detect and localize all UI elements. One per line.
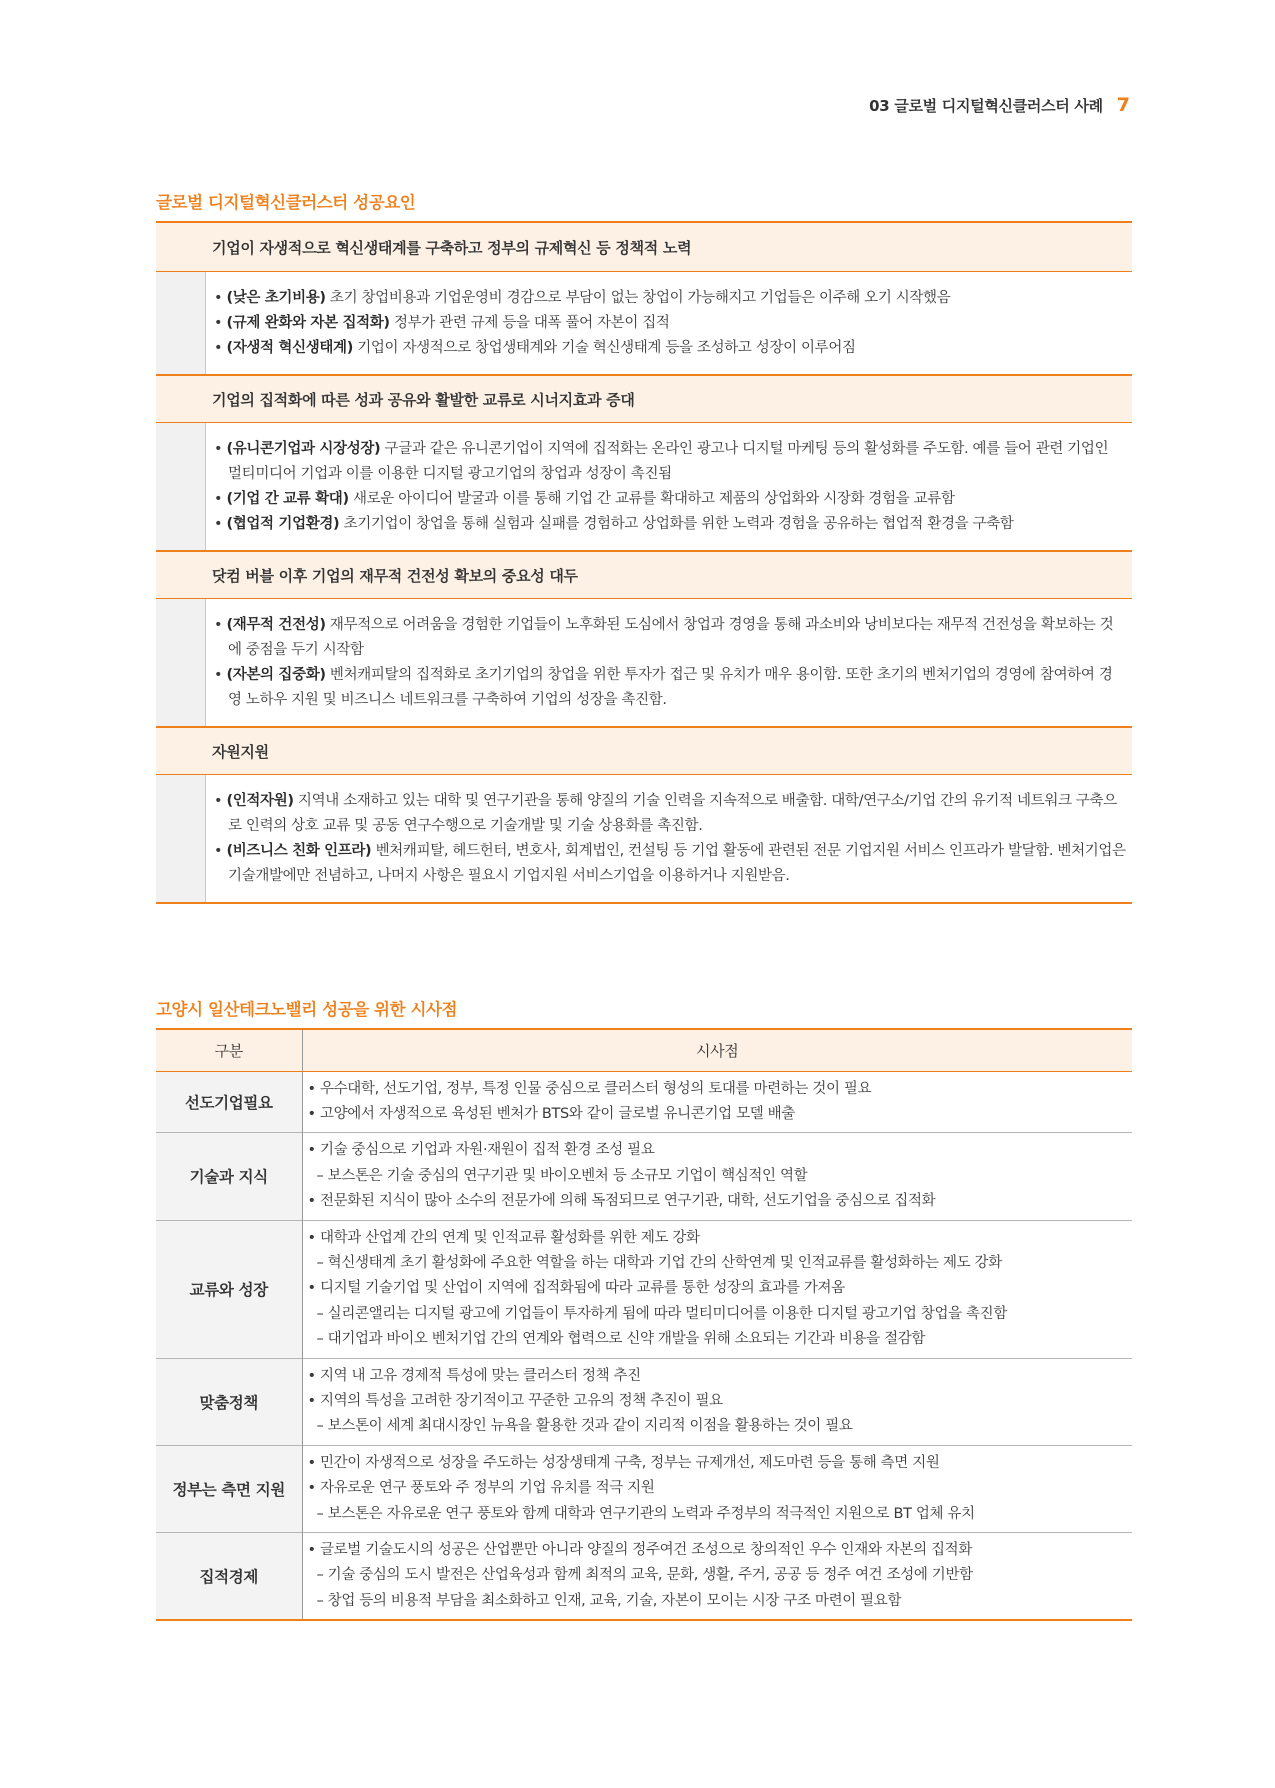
factor-block xyxy=(156,726,1132,902)
row-category: 교류와 성장 xyxy=(156,1220,302,1358)
factor-content xyxy=(206,423,1132,550)
factor-item: • (기업 간 교류 확대) 새로운 아이디어 발굴과 이를 통해 기업 간 교류를 확대하고 제품의 상업화와 시장화 경험을 교류함 xyxy=(214,491,955,507)
factor-item: • (규제 완화와 자본 집적화) 정부가 관련 규제 등을 대폭 풀어 자본이 집적 xyxy=(214,315,670,331)
factor-item-text: 벤처캐피탈, 헤드헌터, 변호사, 회계법인, 컨설팅 등 기업 활동에 관련된 전문 기업지원 서비스 인프라가 발달함. 벤처기업은 기술개발에만 전념하고, 나머지 사항은 필요시 기업지원 서비스기업을 이용하거나 지원받음. xyxy=(228,843,1126,884)
factor-item-text: 구글과 같은 유니콘기업이 지역에 집적화는 온라인 광고나 디지털 마케팅 등의 활성화를 주도함. 예를 들어 관련 기업인 멀티미디어 기업과 이를 이용한 디지털 광고기업의 창업과 성장이 촉진됨 xyxy=(228,441,1109,482)
table-row xyxy=(156,1533,1132,1621)
row-implications xyxy=(302,1133,1132,1220)
row-category: 집적경제 xyxy=(156,1533,302,1621)
factor-heading: 자원지원 xyxy=(156,726,1132,774)
factor-item: • (자본의 집중화) 벤처캐피탈의 집적화로 초기기업의 창업을 위한 투자가 접근 및 유치가 매우 용이함. 또한 초기의 벤처기업의 경영에 참여하여 경영 노하우 지원 및 비즈니스 네트워크를 구축하여 기업의 성장을 촉진함. xyxy=(214,667,1113,708)
implication-line: • 전문화된 지식이 많아 소수의 전문가에 의해 독점되므로 연구기관, 대학, 선도기업을 중심으로 집적화 xyxy=(307,1193,936,1210)
table-row xyxy=(156,1358,1132,1445)
factor-item-term: (인적자원) xyxy=(226,793,294,809)
row-category: 기술과 지식 xyxy=(156,1133,302,1220)
column-header-implication: 시사점 xyxy=(302,1029,1132,1071)
implication-subline: – 기술 중심의 도시 발전은 산업육성과 함께 최적의 교육, 문화, 생활, 주거, 공공 등 정주 여건 조성에 기반함 xyxy=(316,1567,973,1584)
section-title-success-factors: 글로벌 디지털혁신클러스터 성공요인 xyxy=(156,193,416,212)
factor-item: • (인적자원) 지역내 소재하고 있는 대학 및 연구기관을 통해 양질의 기술 인력을 지속적으로 배출함. 대학/연구소/기업 간의 유기적 네트워크 구축으로 인력의 상호 교류 및 공동 연구수행으로 기술개발 및 기술 상용화를 촉진함. xyxy=(214,793,1117,834)
factor-item-text: 초기 창업비용과 기업운영비 경감으로 부담이 없는 창업이 가능해지고 기업들은 이주해 오기 시작했음 xyxy=(325,290,951,306)
factor-content xyxy=(206,272,956,374)
row-implications xyxy=(302,1445,1132,1532)
row-category: 정부는 측면 지원 xyxy=(156,1445,302,1532)
factor-side-bar xyxy=(156,775,206,902)
factor-body xyxy=(156,271,1132,374)
factor-item-text: 기업이 자생적으로 창업생태계와 기술 혁신생태계 등을 조성하고 성장이 이루어짐 xyxy=(352,340,856,356)
factor-side-bar xyxy=(156,599,206,726)
factor-heading: 기업의 집적화에 따른 성과 공유와 활발한 교류로 시너지효과 증대 xyxy=(156,374,1132,422)
factor-item: • (재무적 건전성) 재무적으로 어려움을 경험한 기업들이 노후화된 도심에서 창업과 경영을 통해 과소비와 낭비보다는 재무적 건전성을 확보하는 것에 중점을 두기 시작함 xyxy=(214,617,1114,658)
table-row xyxy=(156,1071,1132,1133)
factor-item: • (협업적 기업환경) 초기기업이 창업을 통해 실험과 실패를 경험하고 상업화를 위한 노력과 경험을 공유하는 협업적 환경을 구축함 xyxy=(214,516,1014,532)
implication-subline: – 보스톤은 자유로운 연구 풍토와 함께 대학과 연구기관의 노력과 주정부의 적극적인 지원으로 BT 업체 유치 xyxy=(316,1505,975,1522)
factor-item-term: (비즈니스 친화 인프라) xyxy=(226,843,372,859)
success-factors-box xyxy=(156,221,1132,904)
factor-heading: 닷컴 버블 이후 기업의 재무적 건전성 확보의 중요성 대두 xyxy=(156,550,1132,598)
row-implications xyxy=(302,1533,1132,1621)
section-title-implications: 고양시 일산테크노밸리 성공을 위한 시사점 xyxy=(156,1000,458,1019)
factor-content xyxy=(206,599,1132,726)
column-header-category: 구분 xyxy=(156,1029,302,1071)
factor-item-text: 초기기업이 창업을 통해 실험과 실패를 경험하고 상업화를 위한 노력과 경험을 공유하는 협업적 환경을 구축함 xyxy=(339,516,1014,532)
factor-item-term: (자본의 집중화) xyxy=(226,667,326,683)
factor-body xyxy=(156,774,1132,902)
factor-item-term: (협업적 기업환경) xyxy=(226,516,340,532)
row-implications xyxy=(302,1358,1132,1445)
implication-line: • 자유로운 연구 풍토와 주 정부의 기업 유치를 적극 지원 xyxy=(307,1480,655,1497)
implication-line: • 민간이 자생적으로 성장을 주도하는 성장생태계 구축, 정부는 규제개선, 제도마련 등을 통해 측면 지원 xyxy=(307,1454,940,1471)
factor-block xyxy=(156,374,1132,550)
running-header xyxy=(869,94,1130,116)
factor-item: • (낮은 초기비용) 초기 창업비용과 기업운영비 경감으로 부담이 없는 창업이 가능해지고 기업들은 이주해 오기 시작했음 xyxy=(214,290,951,306)
factor-item-term: (기업 간 교류 확대) xyxy=(226,491,349,507)
implications-table xyxy=(156,1028,1132,1621)
factor-side-bar xyxy=(156,423,206,550)
factor-side-bar xyxy=(156,272,206,374)
chapter-title: 03 글로벌 디지털혁신클러스터 사례 xyxy=(869,97,1103,115)
factor-item-term: (재무적 건전성) xyxy=(226,617,326,633)
factor-item-text: 벤처캐피탈의 집적화로 초기기업의 창업을 위한 투자가 접근 및 유치가 매우 용이함. 또한 초기의 벤처기업의 경영에 참여하여 경영 노하우 지원 및 비즈니스 네트워크를 구축하여 기업의 성장을 촉진함. xyxy=(228,667,1113,708)
factor-body xyxy=(156,598,1132,726)
factor-item-text: 새로운 아이디어 발굴과 이를 통해 기업 간 교류를 확대하고 제품의 상업화와 시장화 경험을 교류함 xyxy=(348,491,955,507)
factor-item-term: (규제 완화와 자본 집적화) xyxy=(226,315,390,331)
row-implications xyxy=(302,1220,1132,1358)
factor-heading: 기업이 자생적으로 혁신생태계를 구축하고 정부의 규제혁신 등 정책적 노력 xyxy=(156,223,1132,271)
table-header-row xyxy=(156,1029,1132,1071)
implication-line: • 지역의 특성을 고려한 장기적이고 꾸준한 고유의 정책 추진이 필요 xyxy=(307,1392,723,1409)
factor-body xyxy=(156,422,1132,550)
implication-line: • 디지털 기술기업 및 산업이 지역에 집적화됨에 따라 교류를 통한 성장의 효과를 가져옴 xyxy=(307,1280,845,1297)
implication-subline: – 실리콘앨리는 디지털 광고에 기업들이 투자하게 됨에 따라 멀티미디어를 이용한 디지털 광고기업 창업을 촉진함 xyxy=(316,1305,1007,1322)
factor-item-term: (유니콘기업과 시장성장) xyxy=(226,441,381,457)
implication-subline: – 혁신생태계 초기 활성화에 주요한 역할을 하는 대학과 기업 간의 산학연계 및 인적교류를 활성화하는 제도 강화 xyxy=(316,1254,1002,1271)
implication-line: • 글로벌 기술도시의 성공은 산업뿐만 아니라 양질의 정주여건 조성으로 창의적인 우수 인재와 자본의 집적화 xyxy=(307,1542,972,1558)
implication-subline: – 창업 등의 비용적 부담을 최소화하고 인재, 교육, 기술, 자본이 모이는 시장 구조 마련이 필요함 xyxy=(316,1592,902,1609)
implication-line: • 지역 내 고유 경제적 특성에 맞는 클러스터 정책 추진 xyxy=(307,1367,641,1384)
factor-item-text: 재무적으로 어려움을 경험한 기업들이 노후화된 도심에서 창업과 경영을 통해 과소비와 낭비보다는 재무적 건전성을 확보하는 것에 중점을 두기 시작함 xyxy=(228,617,1114,658)
factor-item: • (비즈니스 친화 인프라) 벤처캐피탈, 헤드헌터, 변호사, 회계법인, 컨설팅 등 기업 활동에 관련된 전문 기업지원 서비스 인프라가 발달함. 벤처기업은 기술개발에만 전념하고, 나머지 사항은 필요시 기업지원 서비스기업을 이용하거나 지원받음. xyxy=(214,843,1126,884)
page-number: 7 xyxy=(1116,94,1130,116)
implication-line: • 대학과 산업계 간의 연계 및 인적교류 활성화를 위한 제도 강화 xyxy=(307,1229,700,1246)
table-row xyxy=(156,1133,1132,1220)
factor-block xyxy=(156,550,1132,726)
implication-subline: – 보스톤은 기술 중심의 연구기관 및 바이오벤처 등 소규모 기업이 핵심적인 역할 xyxy=(316,1167,808,1184)
implication-subline: – 보스톤이 세계 최대시장인 뉴욕을 활용한 것과 같이 지리적 이점을 활용하는 것이 필요 xyxy=(316,1418,853,1435)
factor-item-term: (낮은 초기비용) xyxy=(226,290,326,306)
factor-item-text: 정부가 관련 규제 등을 대폭 풀어 자본이 집적 xyxy=(389,315,670,331)
implication-subline: – 대기업과 바이오 벤처기업 간의 연계와 협력으로 신약 개발을 위해 소요되는 기간과 비용을 절감함 xyxy=(316,1331,926,1348)
row-category: 맞춤정책 xyxy=(156,1358,302,1445)
implication-line: • 기술 중심으로 기업과 자원·재원이 집적 환경 조성 필요 xyxy=(307,1142,655,1159)
implication-line: • 우수대학, 선도기업, 정부, 특정 인물 중심으로 클러스터 형성의 토대를 마련하는 것이 필요 xyxy=(307,1080,872,1097)
row-implications xyxy=(302,1071,1132,1133)
factor-content xyxy=(206,775,1132,902)
factor-item-term: (자생적 혁신생태계) xyxy=(226,340,353,356)
factor-block xyxy=(156,223,1132,374)
table-row xyxy=(156,1220,1132,1358)
factor-item-text: 지역내 소재하고 있는 대학 및 연구기관을 통해 양질의 기술 인력을 지속적으로 배출함. 대학/연구소/기업 간의 유기적 네트워크 구축으로 인력의 상호 교류 및 공동 연구수행으로 기술개발 및 기술 상용화를 촉진함. xyxy=(228,793,1117,834)
implication-line: • 고양에서 자생적으로 육성된 벤처가 BTS와 같이 글로벌 유니콘기업 모델 배출 xyxy=(307,1105,795,1122)
table-row xyxy=(156,1445,1132,1532)
row-category: 선도기업필요 xyxy=(156,1071,302,1133)
factor-item: • (자생적 혁신생태계) 기업이 자생적으로 창업생태계와 기술 혁신생태계 등을 조성하고 성장이 이루어짐 xyxy=(214,340,856,356)
factor-item: • (유니콘기업과 시장성장) 구글과 같은 유니콘기업이 지역에 집적화는 온라인 광고나 디지털 마케팅 등의 활성화를 주도함. 예를 들어 관련 기업인 멀티미디어 기업과 이를 이용한 디지털 광고기업의 창업과 성장이 촉진됨 xyxy=(214,441,1109,482)
